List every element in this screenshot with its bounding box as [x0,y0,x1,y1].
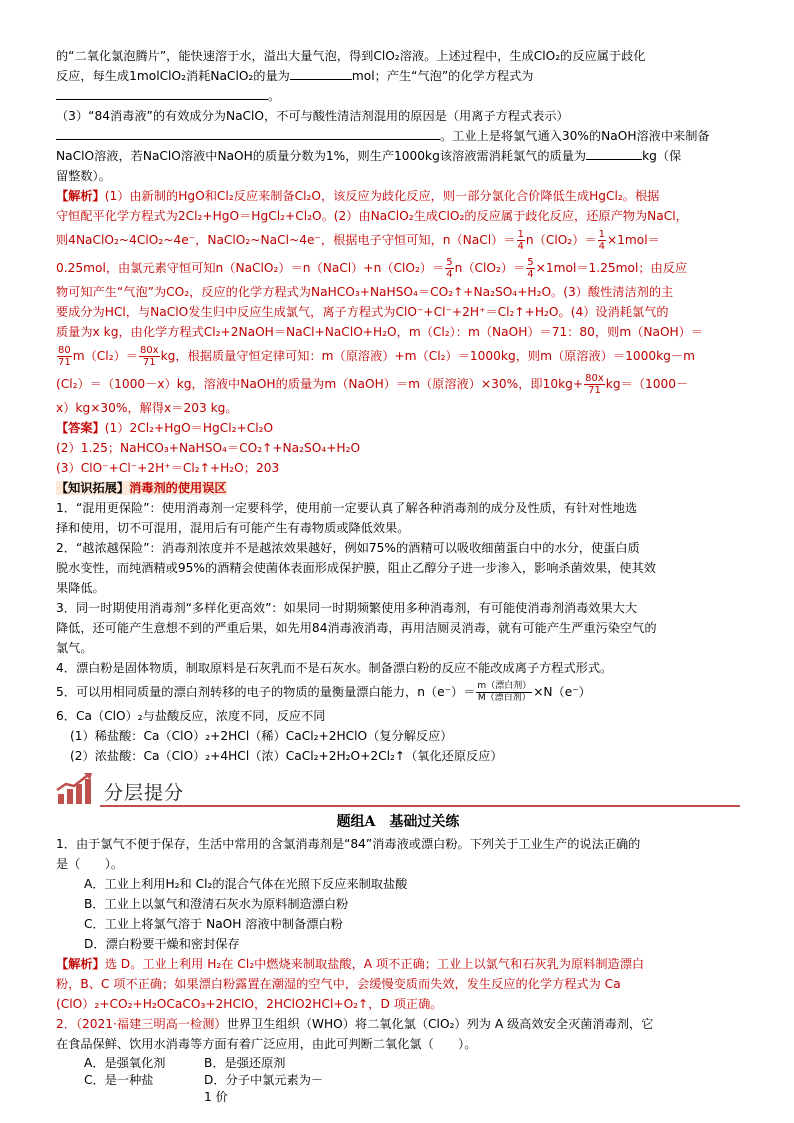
expand-6-2: (2）浓盐酸：Ca（ClO）₂+4HCl（浓）CaCl₂+2H₂O+2Cl₂↑（氧化还原反应） [70,749,503,763]
expand-6-1: (1）稀盐酸：Ca（ClO）₂+2HCl（稀）CaCl₂+2HClO（复分解反应） [70,729,453,743]
q1-stem-b: 是（ ）。 [56,857,124,871]
fraction-5-4: $\frac{5}{4}$ [446,257,453,280]
q1-analysis-3: (ClO）₂+CO₂+H₂OCaCO₃+2HClO，2HClO2HCl+O₂↑，D 项正确。 [56,997,443,1011]
expand-2c: 果降低。 [56,581,105,595]
analysis-line-8: $\frac{80}{71}$ m（Cl₂）＝ $\frac{80x}{71}$ kg，根据质量守恒定律可知：m（原溶液）+m（Cl₂）＝1000kg，则m（原溶液）＝1000kg－m [58,345,695,368]
q3-line-2: 。工业上是将氯气通入30%的NaOH溶液中来制备 [56,126,740,146]
analysis-line-6: 要成分为HCl，与NaClO发生归中反应生成氯气，离子方程式为ClO⁻+Cl⁻+2H⁺＝Cl₂↑+H₂O。(4）设消耗氯气的 [56,305,669,319]
analysis-block [56,186,740,478]
section-title: 分层提分 [104,782,185,804]
fraction-80-71: $\frac{80}{71}$ [58,345,71,368]
answer-line: 【答案】(1）2Cl₂+HgO＝HgCl₂+Cl₂O [56,421,274,435]
analysis-line-10: x）kg×30%，解得x＝203 kg。 [56,401,238,415]
fraction-80x-71: $\frac{80x}{71}$ [139,345,159,368]
blank-equation[interactable] [56,87,268,100]
fraction-80x-71: $\frac{80x}{71}$ [585,373,604,396]
q3-line-1: （3）“84消毒液”的有效成分为NaClO，不可与酸性清洁剂混用的原因是（用离子方程式表示） [56,109,569,123]
analysis-line-5: 物可知产生“气泡”为CO₂，反应的化学方程式为NaHCO₃+NaHSO₄＝CO₂↑+Na₂SO₄+H₂O。(3）酸性清洁剂的主 [56,285,674,299]
page [56,46,740,1105]
group-title: 题组A 基础过关练 [336,814,460,830]
expand-4: 4．漂白粉是固体物质，制取原料是石灰乳而不是石灰水。制备漂白粉的反应不能改成离子方程式形式。 [56,661,613,675]
fraction-5-4: $\frac{5}{4}$ [527,257,534,280]
q1-option-c[interactable]: C．工业上将氯气溶于 NaOH 溶液中制备漂白粉 [84,917,343,931]
q1-analysis-1: 【解析】选 D。工业上利用 H₂在 Cl₂中燃烧来制取盐酸，A 项不正确；工业上以氯气和石灰乳为原料制造漂白 [56,957,645,971]
q2-options-row-2 [56,1071,740,1105]
answer-3: (3）ClO⁻+Cl⁻+2H⁺＝Cl₂↑+H₂O；203 [56,461,280,475]
q1-analysis-2: 粉，B、C 项不正确；如果漂白粉露置在潮湿的空气中，会缓慢变质而失效，发生反应的化学方程式为 Ca [56,977,621,991]
analysis-line-7: 质量为x kg，由化学方程式Cl₂+2NaOH＝NaCl+NaClO+H₂O，m（Cl₂）：m（NaOH）＝71：80，则m（NaOH）＝ [56,325,704,339]
expand-2b: 脱水变性，而纯酒精或95%的酒精会使菌体表面形成保护膜，阻止乙醇分子进一步渗入，影响杀菌效果，使其效 [56,561,656,575]
para-1-line-1: 的“二氧化氯泡腾片”，能快速溶于水，溢出大量气泡，得到ClO₂溶液。上述过程中，生成ClO₂的反应属于歧化 [56,49,646,63]
expand-3b: 降低，还可能产生意想不到的严重后果，如先用84消毒液消毒，再用洁厕灵消毒，就有可能产生严重污染空气的 [56,621,657,635]
fraction-1-4: $\frac{1}{4}$ [517,229,524,252]
q2-options-row-1 [56,1054,740,1071]
section-header [56,772,740,806]
q2-stem-b: 在食品保鲜、饮用水消毒等方面有着广泛应用，由此可判断二氧化氯（ ）。 [56,1037,477,1051]
analysis-line-3: 则4NaClO₂~4ClO₂~4e⁻，NaClO₂~NaCl~4e⁻，根据电子守恒可知，n（NaCl）＝ $\frac{1}{4}$ n（ClO₂）＝ $\frac{1}{4}$ ×1mol＝ [56,229,660,252]
q2-stem-a: 2．（2021·福建三明高一检测）世界卫生组织（WHO）将二氧化氯（ClO₂）列为 A 级高效安全灭菌消毒剂，它 [56,1017,654,1031]
expand-1b: 择和使用，切不可混用，混用后有可能产生有毒物质或降低效果。 [56,521,410,535]
blank-ionic-equation[interactable] [56,127,440,140]
q1-analysis [56,954,740,1014]
q3-line-4: 留整数）。 [56,169,111,183]
answer-2: (2）1.25；NaHCO₃+NaHSO₄＝CO₂↑+Na₂SO₄+H₂O [56,441,361,455]
q1-option-b[interactable]: B．工业上以氯气和澄清石灰水为原料制造漂白粉 [84,897,349,911]
q2-option-d[interactable]: D．分子中氯元素为－1 价 [204,1073,324,1104]
expand-1a: 1．“混用更保险”：使用消毒剂一定要科学，使用前一定要认真了解各种消毒剂的成分及性质，有针对性地选 [56,501,638,515]
expand-5: 5．可以用相同质量的漂白剂转移的电子的物质的量衡量漂白能力，n（e⁻）＝ $\frac{\text{m（漂白剂）}}{\text{M（漂白剂）}}$ ×N（e⁻） [56,681,591,703]
analysis-line-1: 【解析】(1）由新制的HgO和Cl₂反应来制备Cl₂O，该反应为歧化反应，则一部分氯化合价降低生成HgCl₂。根据 [56,189,660,203]
q2-option-c[interactable]: C．是一种盐 [84,1073,154,1087]
expand-3c: 氯气。 [56,641,93,655]
section-rule [100,805,740,807]
q1-option-d[interactable]: D．漂白粉要干燥和密封保存 [84,937,240,951]
bar-chart-icon [56,772,94,806]
para-1-line-2: 反应，每生成1molClO₂消耗NaClO₂的量为 mol；产生“气泡”的化学方程式为 [56,69,534,83]
q3-line-3: NaClO溶液，若NaClO溶液中NaOH的质量分数为1%，则生产1000kg该溶液需消耗氯气的质量为 kg（保 [56,149,682,163]
fraction-bleach: $\frac{\text{m（漂白剂）}}{\text{M（漂白剂）}}$ [477,681,532,703]
q2-option-a[interactable]: A．是强氧化剂 [84,1056,166,1070]
analysis-line-9: (Cl₂）＝（1000－x）kg，溶液中NaOH的质量为m（NaOH）＝m（原溶液）×30%，即10kg+ $\frac{80x}{71}$ kg＝（1000－ [56,373,689,396]
expand-6: 6．Ca（ClO）₂与盐酸反应，浓度不同，反应不同 [56,709,326,723]
q2-option-b[interactable]: B．是强还原剂 [204,1056,286,1070]
blank-chlorine-mass[interactable] [586,147,642,160]
q1-option-a[interactable]: A．工业上利用H₂和 Cl₂的混合气体在光照下反应来制取盐酸 [84,877,408,891]
blank-mol[interactable] [290,67,352,80]
fraction-1-4: $\frac{1}{4}$ [598,229,605,252]
analysis-line-2: 守恒配平化学方程式为2Cl₂+HgO＝HgCl₂+Cl₂O。(2）由NaClO₂生成ClO₂的反应属于歧化反应，还原产物为NaCl， [56,209,688,223]
expand-2a: 2．“越浓越保险”：消毒剂浓度并不是越浓效果越好，例如75%的酒精可以吸收细菌蛋白中的水分，使蛋白质 [56,541,640,555]
expand-3a: 3．同一时期使用消毒剂“多样化更高效”：如果同一时期频繁使用多种消毒剂，有可能使消毒剂消毒效果大大 [56,601,638,615]
q1-stem-a: 1．由于氯气不便于保存，生活中常用的含氯消毒剂是“84”消毒液或漂白粉。下列关于工业生产的说法正确的 [56,837,641,851]
para-1-line-3: 。 [56,86,740,106]
knowledge-expand-heading: 【知识拓展】消毒剂的使用误区 [56,481,227,495]
analysis-line-4: 0.25mol，由氯元素守恒可知n（NaClO₂）＝n（NaCl）+n（ClO₂）＝ $\frac{5}{4}$ n（ClO₂）＝ $\frac{5}{4}$ ×1mol＝1.25mol；由反应 [56,257,688,280]
